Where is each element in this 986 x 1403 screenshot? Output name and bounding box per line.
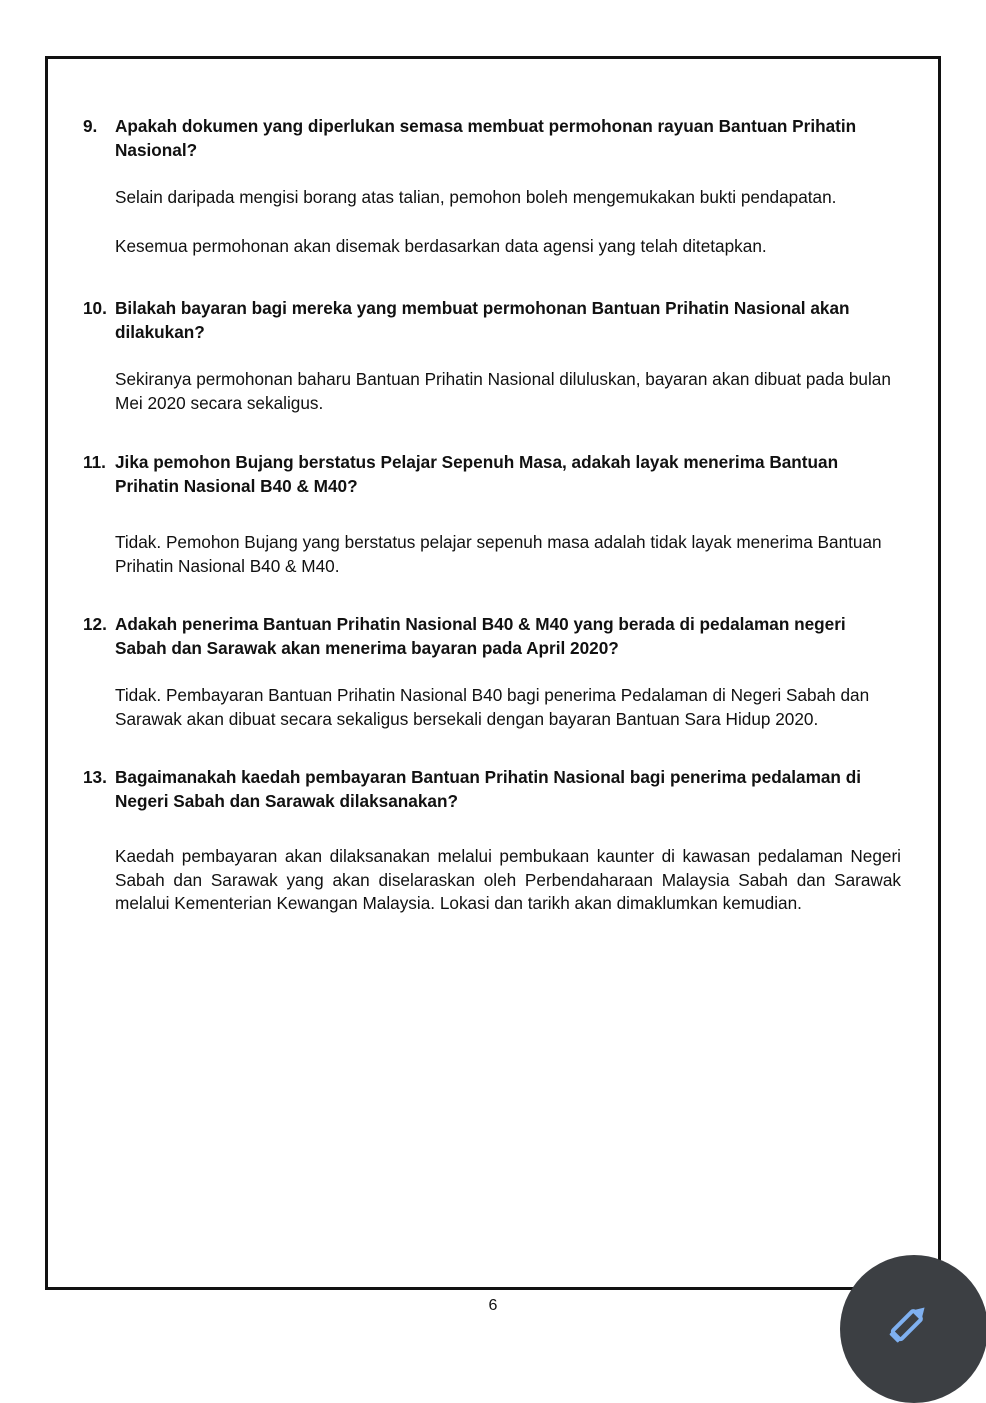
faq-item-11	[83, 451, 901, 578]
question-number: 9.	[83, 116, 98, 136]
question-number: 12.	[83, 614, 107, 634]
answer-paragraph: Sekiranya permohonan baharu Bantuan Prihatin Nasional diluluskan, bayaran akan dibuat pada bulan Mei 2020 secara sekaligus.	[115, 369, 891, 413]
faq-item-10	[83, 297, 901, 415]
question-text: Bilakah bayaran bagi mereka yang membuat permohonan Bantuan Prihatin Nasional akan dilakukan?	[115, 298, 850, 342]
page-number: 6	[488, 1297, 498, 1314]
question-10	[83, 297, 901, 344]
faq-item-13	[83, 766, 901, 916]
answer-paragraph: Tidak. Pembayaran Bantuan Prihatin Nasional B40 bagi penerima Pedalaman di Negeri Sabah dan Sarawak akan dibuat secara sekaligus bersekali dengan bayaran Bantuan Sara Hidup 2020.	[115, 685, 870, 729]
question-11	[83, 451, 901, 498]
answer-paragraph: Tidak. Pemohon Bujang yang berstatus pelajar sepenuh masa adalah tidak layak menerima Bantuan Prihatin Nasional B40 & M40.	[115, 532, 882, 576]
question-13	[83, 766, 901, 813]
document-page	[45, 56, 941, 1290]
question-9	[83, 115, 901, 162]
faq-item-9	[83, 115, 901, 258]
pencil-icon	[882, 1296, 936, 1350]
question-text: Apakah dokumen yang diperlukan semasa membuat permohonan rayuan Bantuan Prihatin Nasional?	[115, 116, 857, 160]
question-number: 13.	[83, 767, 107, 787]
question-number: 11.	[83, 452, 106, 472]
answer-paragraph: Selain daripada mengisi borang atas talian, pemohon boleh mengemukakan bukti pendapatan.	[115, 187, 837, 207]
answer-paragraph: Kesemua permohonan akan disemak berdasarkan data agensi yang telah ditetapkan.	[115, 235, 767, 256]
question-text: Bagaimanakah kaedah pembayaran Bantuan Prihatin Nasional bagi penerima pedalaman di Negeri Sabah dan Sarawak dilaksanakan?	[115, 767, 861, 811]
question-number: 10.	[83, 298, 107, 318]
question-text: Jika pemohon Bujang berstatus Pelajar Sepenuh Masa, adakah layak menerima Bantuan Prihatin Nasional B40 & M40?	[115, 452, 839, 496]
question-text: Adakah penerima Bantuan Prihatin Nasional B40 & M40 yang berada di pedalaman negeri Sabah dan Sarawak akan menerima bayaran pada April 2020?	[115, 614, 846, 658]
question-12	[83, 613, 901, 660]
edit-button[interactable]	[840, 1255, 986, 1403]
answer-paragraph: Kaedah pembayaran akan dilaksanakan melalui pembukaan kaunter di kawasan pedalaman Negeri Sabah dan Sarawak yang akan diselaraskan oleh Perbendaharaan Malaysia Sabah dan Sarawak melalui Kementerian Kewangan Malaysia. Lokasi dan tarikh akan dimaklumkan kemudian.	[115, 846, 901, 913]
faq-item-12	[83, 613, 901, 731]
